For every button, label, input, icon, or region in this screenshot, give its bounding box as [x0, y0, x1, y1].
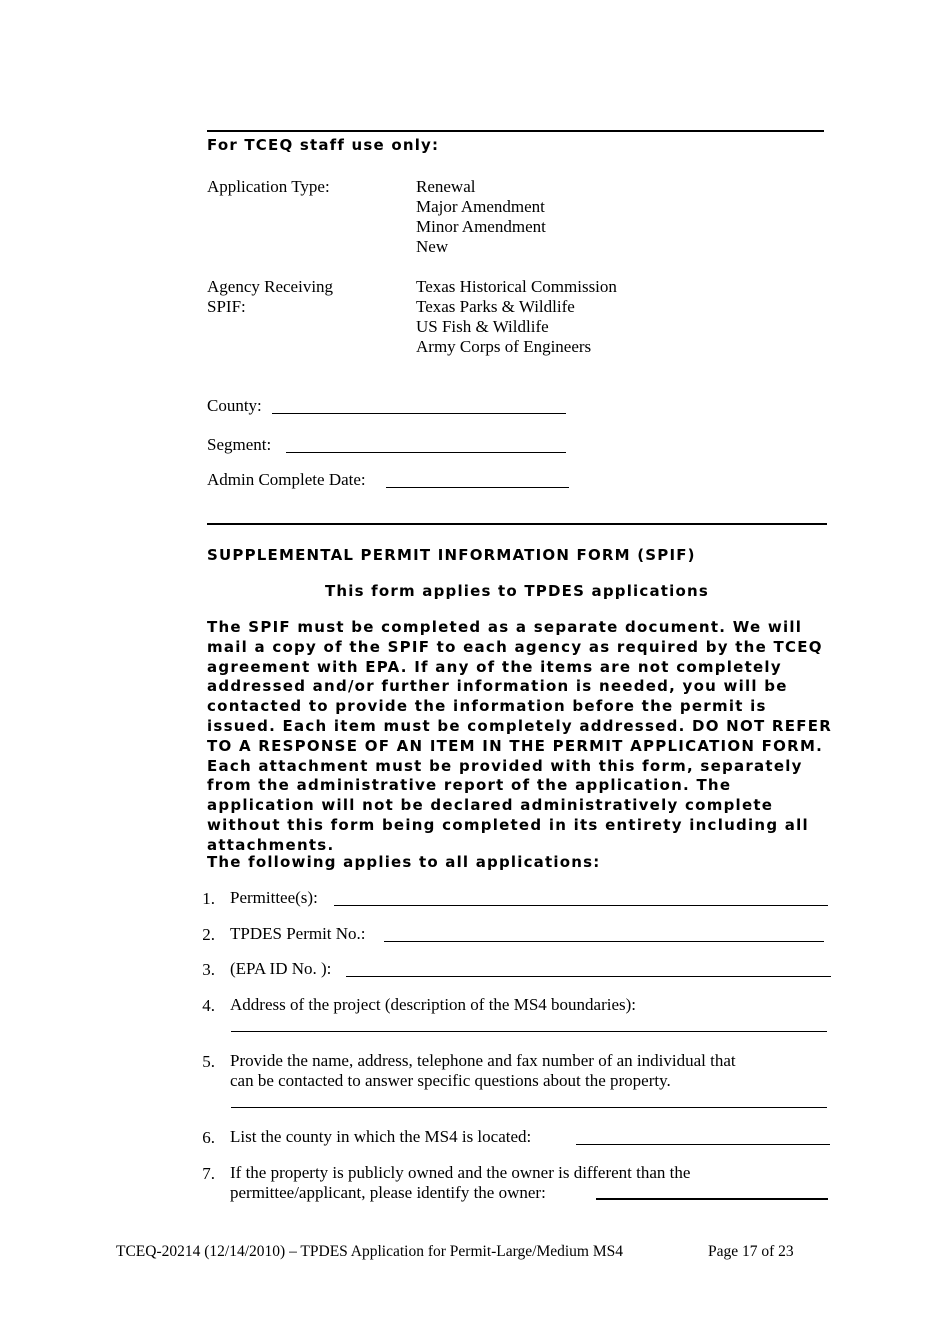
contact-label-line: Provide the name, address, telephone and fax number of an individual that — [230, 1051, 736, 1070]
admin-complete-date-field[interactable] — [386, 487, 569, 488]
application-type-option: New — [416, 237, 449, 256]
county-field[interactable] — [272, 413, 566, 414]
contact-label-line: can be contacted to answer specific questions about the property. — [230, 1071, 671, 1090]
item-number: 3. — [202, 960, 215, 979]
agency-option: Army Corps of Engineers — [416, 337, 592, 356]
application-type-label: Application Type: — [207, 177, 330, 196]
agency-list — [416, 277, 617, 357]
epa-id-label: (EPA ID No. ): — [230, 959, 332, 978]
permittee-label: Permittee(s): — [230, 888, 318, 907]
tpdes-permit-field[interactable] — [384, 941, 824, 942]
owner-label — [230, 1163, 690, 1203]
contact-label — [230, 1051, 736, 1091]
item-number: 4. — [202, 996, 215, 1015]
item-number: 7. — [202, 1164, 215, 1183]
agency-label-line: Agency Receiving — [207, 277, 334, 296]
segment-label: Segment: — [207, 435, 272, 454]
agency-option: Texas Parks & Wildlife — [416, 297, 575, 316]
epa-id-field[interactable] — [346, 976, 831, 977]
agency-label-line: SPIF: — [207, 297, 246, 316]
form-subtitle: This form applies to TPDES applications — [324, 582, 710, 600]
form-title: SUPPLEMENTAL PERMIT INFORMATION FORM (SPIF) — [207, 546, 696, 564]
county-location-label: List the county in which the MS4 is located: — [230, 1127, 532, 1146]
application-type-option: Major Amendment — [416, 197, 545, 216]
item-number: 2. — [202, 925, 215, 944]
footer-page-number: Page 17 of 23 — [708, 1243, 794, 1260]
application-type-list — [416, 177, 546, 257]
agency-label — [207, 277, 333, 317]
instructions-paragraph: The SPIF must be completed as a separate document. We will mail a copy of the SPIF to each agency as required by the TCEQ agreement with EPA. If any of the items are not completely addressed and/or further information is needed, you will be contacted to provide the information before the permit is issued. Each item must be completely addressed. DO NOT REFER TO A RESPONSE OF AN ITEM IN THE PERMIT APPLICATION FORM. Each attachment must be provided with this form, separately from the administrative report of the application. The application will not be declared administratively complete without this form being completed in its entirety including all attachments. — [207, 618, 833, 854]
contact-field[interactable] — [231, 1107, 827, 1108]
admin-complete-date-label: Admin Complete Date: — [207, 470, 366, 489]
footer-form-id: TCEQ-20214 (12/14/2010) – TPDES Application for Permit-Large/Medium MS4 — [116, 1243, 624, 1260]
owner-field[interactable] — [596, 1198, 828, 1200]
section-divider — [207, 523, 827, 525]
application-type-option: Renewal — [416, 177, 476, 196]
item-number: 6. — [202, 1128, 215, 1147]
project-address-field[interactable] — [231, 1031, 827, 1032]
owner-label-line: If the property is publicly owned and the owner is different than the — [230, 1163, 691, 1182]
county-location-field[interactable] — [576, 1144, 830, 1145]
agency-option: Texas Historical Commission — [416, 277, 617, 296]
county-label: County: — [207, 396, 262, 415]
permittee-field[interactable] — [334, 905, 828, 906]
application-type-option: Minor Amendment — [416, 217, 546, 236]
item-number: 5. — [202, 1052, 215, 1071]
top-divider — [207, 130, 824, 132]
tpdes-permit-label: TPDES Permit No.: — [230, 924, 366, 943]
staff-heading: For TCEQ staff use only: — [207, 136, 440, 154]
segment-field[interactable] — [286, 452, 566, 453]
agency-option: US Fish & Wildlife — [416, 317, 549, 336]
item-number: 1. — [202, 889, 215, 908]
applies-heading: The following applies to all applications: — [207, 853, 601, 871]
owner-label-line: permittee/applicant, please identify the owner: — [230, 1183, 546, 1202]
project-address-label: Address of the project (description of the MS4 boundaries): — [230, 995, 637, 1014]
